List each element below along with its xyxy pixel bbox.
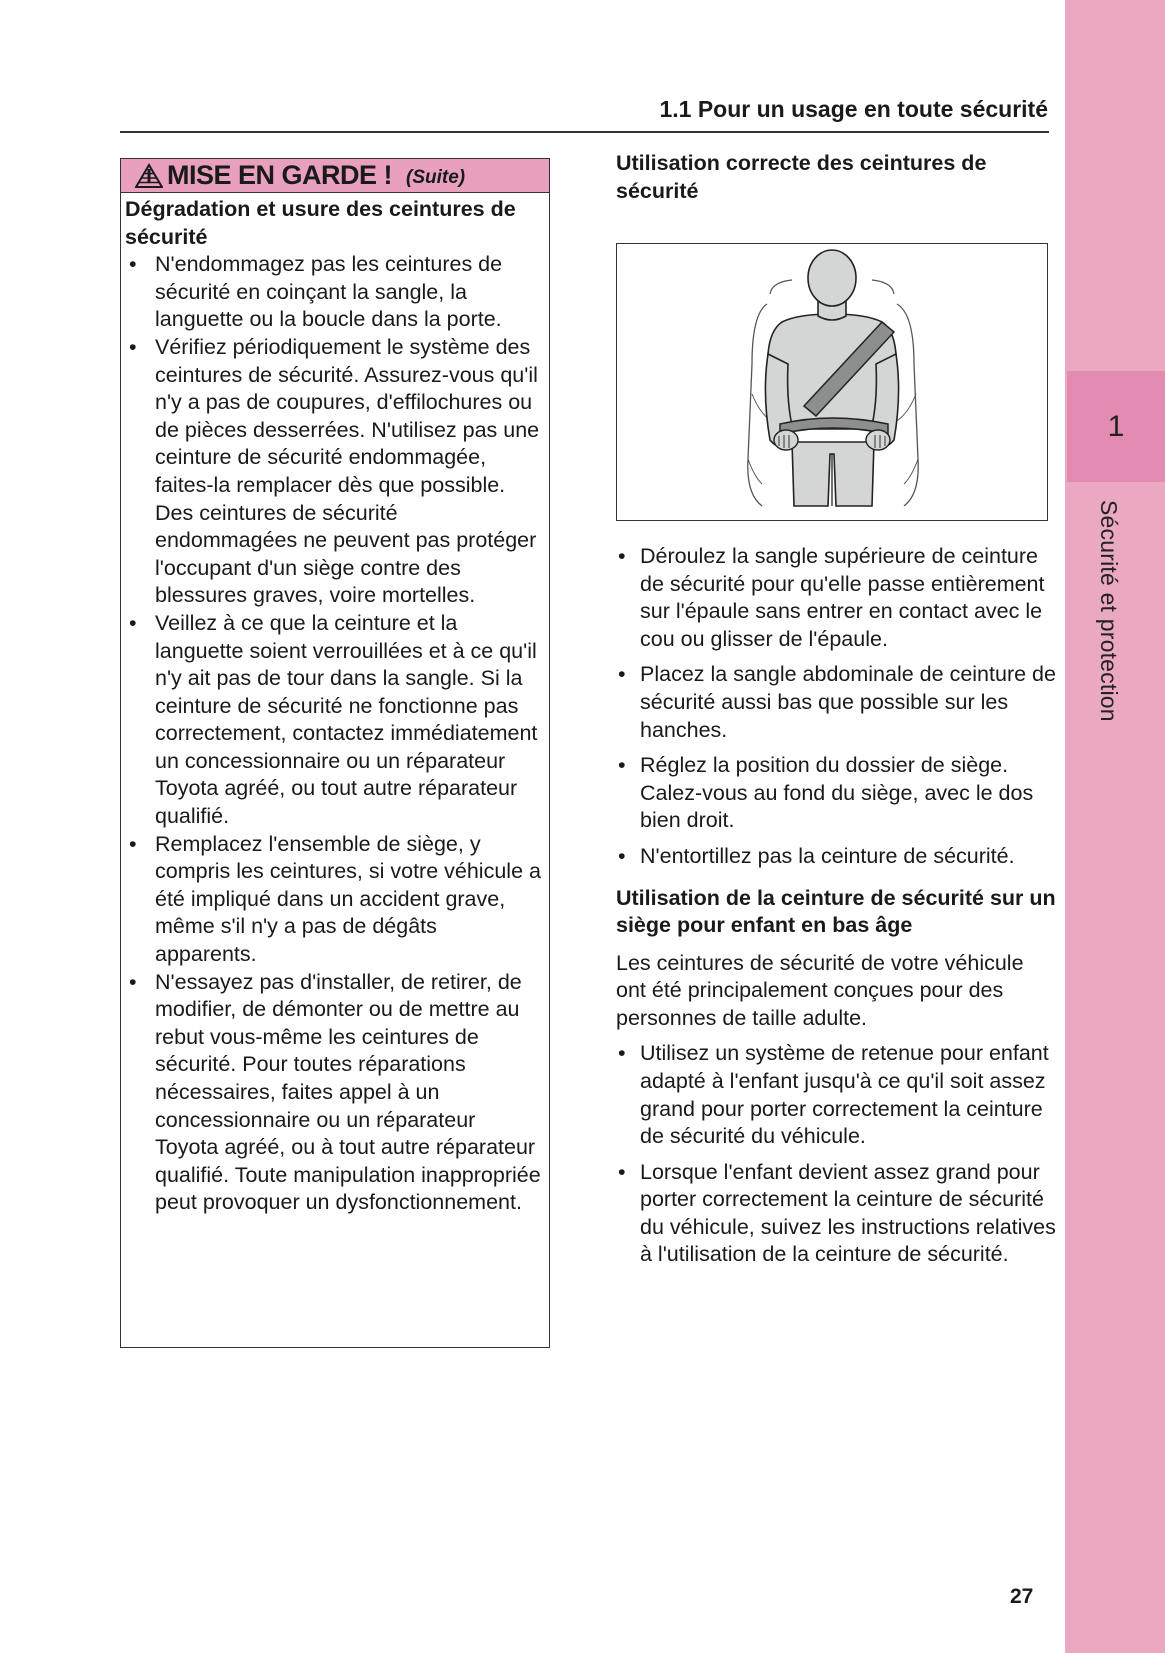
- chapter-number: 1: [1107, 409, 1125, 443]
- right-column: [616, 150, 1056, 1277]
- list-item: • N'endommagez pas les ceintures de sécurité en coinçant la sangle, la languette ou la boucle dans la porte.: [125, 251, 541, 334]
- list-item: • Lorsque l'enfant devient assez grand pour porter correctement la ceinture de sécurité du véhicule, suivez les instructions relatives à l'utilisation de la ceinture de sécurité.: [616, 1159, 1056, 1269]
- warning-subtitle: Dégradation et usure des ceintures de sécurité: [125, 197, 516, 249]
- chapter-number-tab[interactable]: [1067, 371, 1165, 482]
- list-item: • Placez la sangle abdominale de ceinture de sécurité aussi bas que possible sur les hanches.: [616, 661, 1056, 744]
- header-divider: [120, 131, 1049, 133]
- warning-list: [125, 251, 541, 1217]
- list-item: • Utilisez un système de retenue pour enfant adapté à l'enfant jusqu'à ce qu'il soit assez grand pour porter correctement la ceinture de sécurité du véhicule.: [616, 1040, 1056, 1150]
- section2-list: [616, 1040, 1056, 1269]
- warning-triangle-icon: [135, 163, 163, 189]
- chapter-sidebar: [1065, 0, 1165, 1653]
- section1-heading: Utilisation correcte des ceintures de sécurité: [616, 151, 987, 203]
- warning-title: MISE EN GARDE !: [167, 160, 393, 190]
- seatbelt-figure: [616, 243, 1048, 521]
- warning-body: [121, 193, 549, 1217]
- warning-box: [120, 158, 550, 1348]
- list-item: • N'entortillez pas la ceinture de sécurité.: [616, 843, 1056, 871]
- section2-heading: Utilisation de la ceinture de sécurité sur un siège pour enfant en bas âge: [616, 885, 1056, 938]
- list-item: • Déroulez la sangle supérieure de ceinture de sécurité pour qu'elle passe entièrement sur l'épaule sans entrer en contact avec le cou ou glisser de l'épaule.: [616, 543, 1056, 653]
- warning-header: [121, 159, 549, 193]
- list-item: • Vérifiez périodiquement le système des ceintures de sécurité. Assurez-vous qu'il n'y a pas de coupures, d'effilochures ou de pièces desserrées. N'utilisez pas une ceinture de sécurité endommagée, faites-la remplacer dès que possible. Des ceintures de sécurité endommagées ne peuvent pas protéger l'occupant d'un siège contre des blessures graves, voire mortelles.: [125, 334, 541, 610]
- list-item: • Réglez la position du dossier de siège. Calez-vous au fond du siège, avec le dos bien droit.: [616, 752, 1056, 835]
- chapter-title: Sécurité et protection: [1096, 500, 1122, 722]
- page-number: 27: [1010, 1585, 1034, 1608]
- seatbelt-person-illustration: [682, 244, 982, 518]
- section-title: 1.1 Pour un usage en toute sécurité: [659, 96, 1048, 122]
- list-item: • N'essayez pas d'installer, de retirer, de modifier, de démonter ou de mettre au rebut vous-même les ceintures de sécurité. Pour toutes réparations nécessaires, faites appel à un concessionnaire ou un réparateur Toyota agréé, ou à tout autre réparateur qualifié. Toute manipulation inappropriée peut provoquer un dysfonctionnement.: [125, 969, 541, 1217]
- section1-list: [616, 543, 1056, 871]
- list-item: • Remplacez l'ensemble de siège, y compris les ceintures, si votre véhicule a été impliqué dans un accident grave, même s'il n'y a pas de dégâts apparents.: [125, 831, 541, 969]
- list-item: • Veillez à ce que la ceinture et la languette soient verrouillées et à ce qu'il n'y ait pas de tour dans la sangle. Si la ceinture de sécurité ne fonctionne pas correctement, contactez immédiatement un concessionnaire ou un réparateur Toyota agréé, ou tout autre réparateur qualifié.: [125, 610, 541, 831]
- warning-suite: (Suite): [406, 166, 466, 188]
- section2-intro: Les ceintures de sécurité de votre véhicule ont été principalement conçues pour des personnes de taille adulte.: [616, 950, 1024, 1030]
